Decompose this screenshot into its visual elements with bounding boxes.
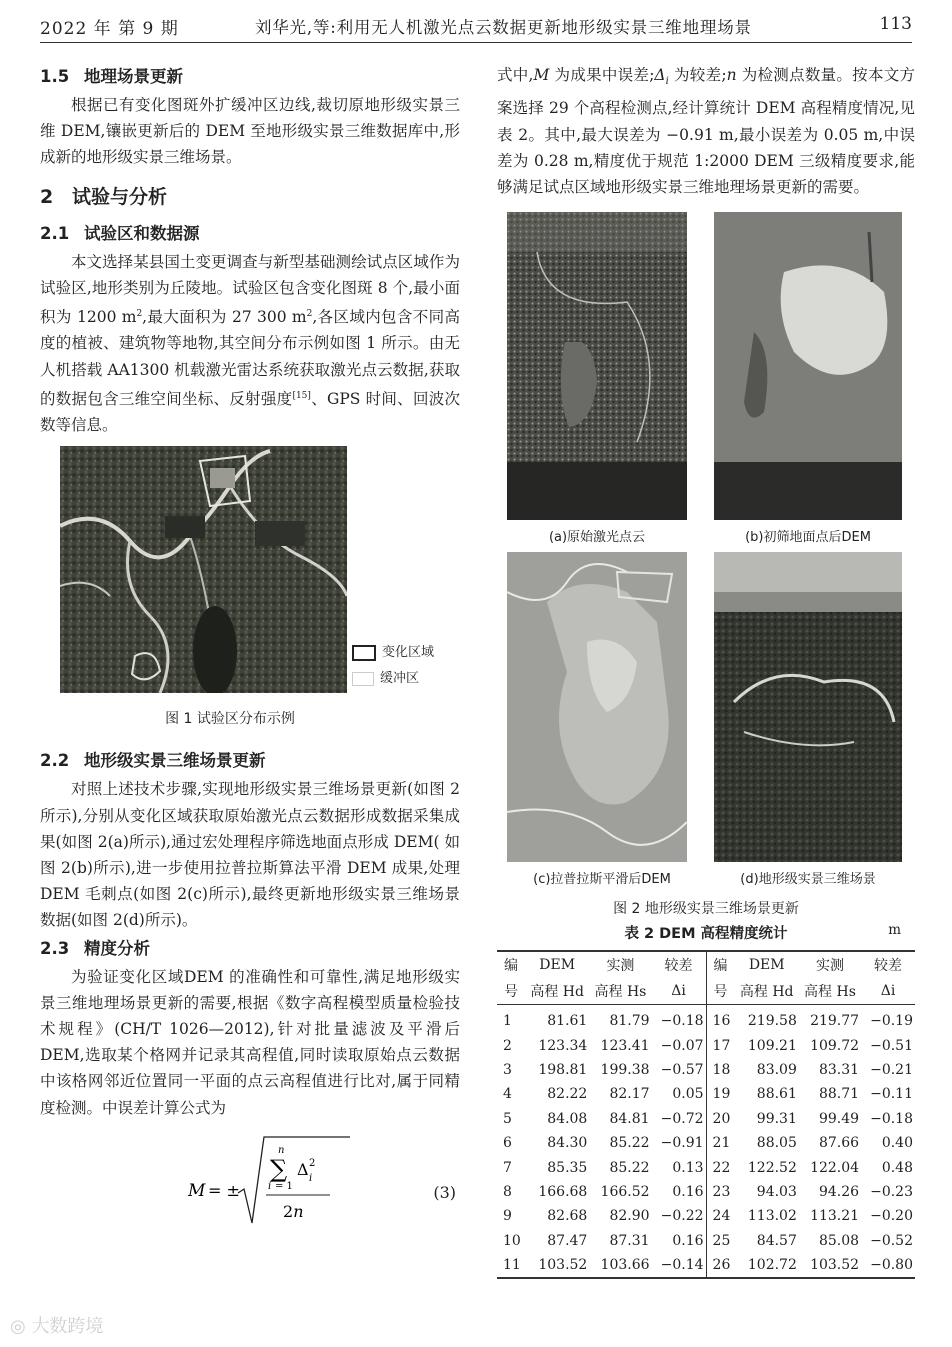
initial-ground-dem-image	[714, 212, 902, 520]
table-cell: 199.38	[600, 1062, 650, 1079]
raw-lidar-point-cloud-image	[507, 212, 687, 520]
table-cell: 83.31	[818, 1062, 860, 1079]
table-cell: −0.80	[870, 1257, 913, 1274]
table-cell: −0.21	[870, 1062, 913, 1079]
table-cell: 18	[706, 1058, 735, 1082]
table-cell: 0.16	[672, 1232, 704, 1249]
svg-text:Δ: Δ	[297, 1159, 309, 1179]
table-cell: −0.72	[660, 1110, 704, 1127]
left-column	[40, 62, 460, 1241]
table-cell: 81.61	[547, 1013, 588, 1030]
legend-item-buffer: 缓冲区	[352, 666, 434, 692]
table-cell: 82.17	[609, 1086, 650, 1103]
table-cell: 82.68	[547, 1208, 588, 1225]
table-cell: 17	[706, 1034, 735, 1058]
test-area-aerial-image	[60, 446, 347, 693]
section-2-2-paragraph: 对照上述技术步骤,实现地形级实景三维场景更新(如图 2 所示),分别从变化区域获取原始激光点云数据形成数据采集成果(如图 2(a)所示),通过宏处理程序筛选地面点形成 DEM( 如图 2(b)所示),进一步使用拉普拉斯算法平滑 DEM 成果,处理 DEM 毛刺点(如图 2(c)所示),最终更新地形级实景三维场景数据(如图 2(d)所示)。	[40, 780, 460, 930]
watermark: ◎ 大数跨境	[10, 1316, 104, 1337]
table-cell: 16	[706, 1005, 735, 1034]
table-cell: −0.14	[660, 1257, 704, 1274]
journal-issue: 2022 年 第 9 期	[40, 19, 179, 39]
table-header-row-1: 编 DEM 实测 较差 编 DEM 实测 较差	[497, 951, 915, 978]
table-2-unit: m	[888, 922, 901, 939]
table-cell: −0.91	[660, 1135, 704, 1152]
table-cell: 102.72	[747, 1257, 797, 1274]
table-cell: 166.68	[538, 1184, 588, 1201]
subcaption-b: (b)初筛地面点后DEM	[745, 530, 871, 546]
table-cell: 82.90	[609, 1208, 650, 1225]
svg-text:= ±: = ±	[208, 1180, 240, 1200]
table-cell: −0.07	[660, 1037, 704, 1054]
table-cell: 6	[503, 1135, 512, 1152]
table-cell: 1	[503, 1013, 512, 1030]
figure-1	[40, 446, 460, 746]
table-cell: 99.31	[756, 1110, 797, 1127]
figure-2-caption: 图 2 地形级实景三维场景更新	[613, 901, 799, 918]
table-cell: −0.18	[660, 1013, 704, 1030]
table-cell: 26	[706, 1253, 735, 1278]
table-cell: −0.20	[870, 1208, 913, 1225]
table-cell: 123.41	[600, 1037, 650, 1054]
terrain-3d-scene-image	[714, 552, 902, 862]
table-cell: 87.47	[547, 1232, 588, 1249]
table-cell: 11	[503, 1257, 521, 1274]
table-cell: 0.40	[881, 1135, 913, 1152]
table-cell: 85.22	[609, 1159, 650, 1176]
table-cell: 0.05	[672, 1086, 704, 1103]
table-row	[497, 1082, 915, 1106]
rmse-equation	[180, 1131, 480, 1231]
rmse-formula	[40, 1131, 460, 1241]
svg-text:M: M	[188, 1180, 206, 1201]
svg-text:i: i	[309, 1172, 313, 1184]
right-paragraph: 式中,M 为成果中误差$;\Delta_i$ 为较差;n 为检测点数量。按本文方案选择 29 个高程检测点,经计算统计 DEM 高程精度情况,见表 2。其中,最大误差为 −0.91 m,最小误差为 0.05 m,中误差为 0.28 m,精度优于规范 1:2000 DEM 三级精度要求,能够满足试点区域地形级实景三维地理场景更新的需要。	[497, 66, 915, 196]
table-cell: 85.08	[818, 1232, 860, 1249]
equation-number: (3)	[433, 1182, 456, 1202]
table-cell: 94.26	[818, 1184, 860, 1201]
table-cell: 109.21	[747, 1037, 797, 1054]
table-cell: 84.30	[547, 1135, 588, 1152]
table-cell: 84.81	[609, 1110, 650, 1127]
table-cell: −0.18	[870, 1110, 913, 1127]
figure-2	[497, 212, 915, 922]
table-cell: 23	[706, 1180, 735, 1204]
table-row	[497, 1034, 915, 1058]
svg-text:2: 2	[309, 1157, 316, 1169]
page-number: 113	[879, 14, 912, 34]
table-cell: 103.52	[538, 1257, 588, 1274]
table-cell: 10	[503, 1232, 521, 1249]
table-cell: 0.13	[672, 1159, 704, 1176]
table-cell: −0.52	[870, 1232, 913, 1249]
table-row	[497, 1180, 915, 1204]
table-cell: 22	[706, 1155, 735, 1179]
table-cell: 19	[706, 1082, 735, 1106]
table-row	[497, 1131, 915, 1155]
table-cell: 166.52	[600, 1184, 650, 1201]
table-cell: −0.23	[870, 1184, 913, 1201]
table-cell: 94.03	[756, 1184, 797, 1201]
table-row	[497, 1107, 915, 1131]
section-2-1-heading: 2.1 试验区和数据源	[40, 223, 200, 243]
svg-text:2n: 2n	[283, 1201, 304, 1221]
table-cell: 4	[503, 1086, 512, 1103]
legend-item-change: 变化区域	[352, 640, 434, 666]
table-cell: −0.57	[660, 1062, 704, 1079]
table-cell: 8	[503, 1184, 512, 1201]
table-cell: 3	[503, 1062, 512, 1079]
table-cell: 122.52	[747, 1159, 797, 1176]
table-cell: 198.81	[538, 1062, 588, 1079]
svg-text:n: n	[278, 1144, 285, 1156]
table-cell: 7	[503, 1159, 512, 1176]
table-cell: 9	[503, 1208, 512, 1225]
table-row	[497, 1155, 915, 1179]
section-2-1-paragraph: 本文选择某县国土变更调查与新型基础测绘试点区域作为试验区,地形类别为丘陵地。试验区包含变化图斑 8 个,最小面积为 1200 $m^2$,最大面积为 27 300 $m^2$,各区域内包含不同高度的植被、建筑物等地物,其空间分布示例如图 1 所示。由无人机搭载 AA1300 机载激光雷达系统获取激光点云数据,获取的数据包含三维空间坐标、反射强度[15]、GPS 时间、回波次数等信息。	[40, 252, 460, 435]
svg-text:∑: ∑	[270, 1154, 288, 1183]
table-cell: 82.22	[547, 1086, 588, 1103]
table-cell: −0.11	[870, 1086, 913, 1103]
table-cell: 84.08	[547, 1110, 588, 1127]
table-cell: 99.49	[818, 1110, 860, 1127]
table-header-row-2: 号 高程 Hd 高程 Hs Δi 号 高程 Hd 高程 Hs Δi	[497, 978, 915, 1005]
table-cell: 87.66	[818, 1135, 860, 1152]
table-cell: 103.66	[600, 1257, 650, 1274]
table-cell: 20	[706, 1107, 735, 1131]
table-cell: 87.31	[609, 1232, 650, 1249]
table-cell: 113.02	[747, 1208, 797, 1225]
table-cell: 25	[706, 1229, 735, 1253]
table-row	[497, 1229, 915, 1253]
table-cell: 2	[503, 1037, 512, 1054]
table-cell: 113.21	[810, 1208, 860, 1225]
section-1-5-paragraph: 根据已有变化图斑外扩缓冲区边线,裁切原地形级实景三维 DEM,镶嵌更新后的 DEM 至地形级实景三维数据库中,形成新的地形级实景三维场景。	[40, 96, 460, 167]
running-header	[40, 14, 912, 38]
table-cell: −0.19	[870, 1013, 913, 1030]
table-cell: 109.72	[810, 1037, 860, 1054]
subcaption-a: (a)原始激光点云	[548, 530, 646, 546]
table-cell: 24	[706, 1204, 735, 1228]
subcaption-d: (d)地形级实景三维场景	[740, 872, 876, 888]
article-running-title: 刘华光,等:利用无人机激光点云数据更新地形级实景三维地理场景	[255, 18, 752, 37]
table-cell: 88.71	[818, 1086, 860, 1103]
section-2-heading: 2 试验与分析	[40, 185, 168, 208]
table-cell: 5	[503, 1110, 512, 1127]
change-area-swatch	[352, 645, 376, 661]
dem-accuracy-table	[497, 950, 915, 1279]
table-row	[497, 1253, 915, 1278]
figure-1-caption: 图 1 试验区分布示例	[165, 711, 295, 728]
section-2-3-paragraph: 为验证变化区域DEM 的准确性和可靠性,满足地形级实景三维地理场景更新的需要,根据《数字高程模型质量检验技术规程》(CH/T 1026—2012),针对批量滤波及平滑后 DEM,选取某个格网并记录其高程值,同时读取原始点云数据中该格网邻近位置同一平面的点云高程值进行比对,属于同精度检测。中误差计算公式为	[40, 967, 460, 1117]
laplace-smoothed-dem-image	[507, 552, 687, 862]
table-cell: 88.61	[756, 1086, 797, 1103]
table-2-title: 表 2 DEM 高程精度统计	[624, 926, 788, 943]
table-cell: 219.58	[747, 1013, 797, 1030]
table-cell: 21	[706, 1131, 735, 1155]
table-cell: 123.34	[538, 1037, 588, 1054]
table-cell: −0.22	[660, 1208, 704, 1225]
table-cell: 0.48	[881, 1159, 913, 1176]
section-1-5-heading: 1.5 地理场景更新	[40, 67, 183, 86]
right-column	[497, 62, 915, 1279]
table-cell: 103.52	[810, 1257, 860, 1274]
section-2-2-heading: 2.2 地形级实景三维场景更新	[40, 751, 266, 771]
table-row	[497, 1005, 915, 1034]
table-cell: 219.77	[810, 1013, 860, 1030]
table-cell: 88.05	[756, 1135, 797, 1152]
table-cell: −0.51	[870, 1037, 913, 1054]
figure-1-legend	[352, 640, 434, 692]
table-cell: 122.04	[810, 1159, 860, 1176]
table-cell: 85.35	[547, 1159, 588, 1176]
table-row	[497, 1058, 915, 1082]
section-2-3-heading: 2.3 精度分析	[40, 938, 150, 958]
table-body	[497, 1005, 915, 1279]
table-2-caption	[497, 922, 915, 950]
table-row	[497, 1204, 915, 1228]
table-cell: 81.79	[609, 1013, 650, 1030]
subcaption-c: (c)拉普拉斯平滑后DEM	[533, 872, 671, 888]
svg-text:i: i	[268, 1180, 272, 1192]
table-cell: 0.16	[672, 1184, 704, 1201]
table-cell: 84.57	[756, 1232, 797, 1249]
buffer-area-swatch	[352, 672, 374, 686]
table-cell: 85.22	[609, 1135, 650, 1152]
svg-text:= 1: = 1	[275, 1180, 293, 1192]
header-rule	[40, 42, 912, 43]
table-cell: 83.09	[756, 1062, 797, 1079]
